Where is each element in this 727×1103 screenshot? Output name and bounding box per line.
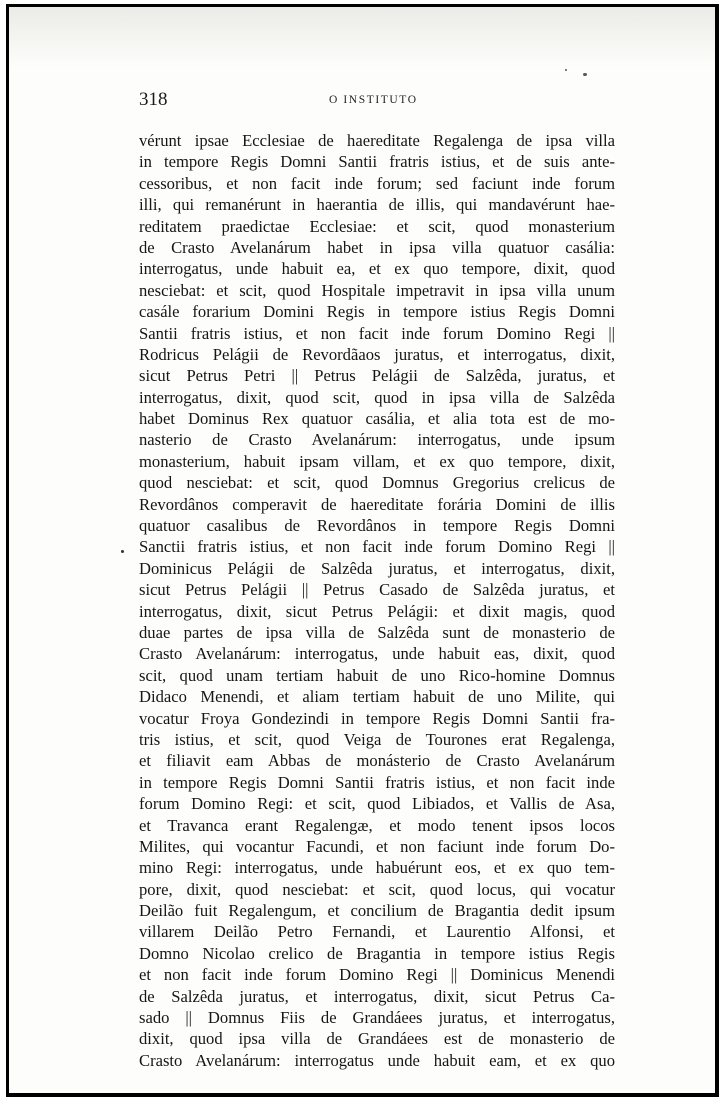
ink-speck xyxy=(565,69,567,71)
text-line: nasterio de Crasto Avelanárum: interrogatus, unde ipsum xyxy=(139,430,615,450)
text-line: cessoribus, et non facit inde forum; sed faciunt inde forum xyxy=(139,173,615,193)
text-line: dixit, quod ipsa villa de Grandáees est de monasterio de xyxy=(139,1029,615,1049)
text-line: monasterium, habuit ipsam villam, et ex quo tempore, dixit, xyxy=(139,451,615,471)
text-line: de Salzêda juratus, et interrogatus, dixit, sicut Petrus Ca- xyxy=(139,986,615,1006)
text-line: Didaco Menendi, et aliam tertiam habuit de uno Milite, qui xyxy=(139,687,615,707)
text-line: habet Dominus Rex quatuor casália, et alia tota est de mo- xyxy=(139,409,615,429)
margin-mark xyxy=(121,550,124,553)
text-line: reditatem praedictae Ecclesiae: et scit, quod monasterium xyxy=(139,216,615,236)
book-page xyxy=(6,4,719,1097)
text-line: vocatur Froya Gondezindi in tempore Regis Domni Santii fra- xyxy=(139,708,615,728)
text-line: duae partes de ipsa villa de Salzêda sunt de monasterio de xyxy=(139,622,615,642)
text-line: mino Regi: interrogatus, unde habuérunt eos, et ex quo tem- xyxy=(139,858,615,878)
text-line: vérunt ipsae Ecclesiae de haereditate Regalenga de ipsa villa xyxy=(139,131,615,150)
text-line: illi, qui remanérunt in haerantia de illis, qui mandavérunt hae- xyxy=(139,195,615,215)
text-line: sicut Petrus Petri || Petrus Pelágii de Salzêda, juratus, et xyxy=(139,366,615,386)
ink-speck xyxy=(583,73,587,76)
text-line: Dominicus Pelágii de Salzêda juratus, et interrogatus, dixit, xyxy=(139,558,615,578)
text-line: Santii fratris istius, et non facit inde forum Domino Regi || xyxy=(139,323,615,343)
text-line: et Travanca erant Regalengæ, et modo tenent ipsos locos xyxy=(139,815,615,835)
text-line: nesciebat: et scit, quod Hospitale impetravit in ipsa villa unum xyxy=(139,280,615,300)
text-line: quatuor casalibus de Revordânos in tempore Regis Domni xyxy=(139,516,615,536)
text-line: sicut Petrus Pelágii || Petrus Casado de Salzêda juratus, et xyxy=(139,580,615,600)
text-line: scit, quod unam tertiam habuit de uno Rico-homine Domnus xyxy=(139,665,615,685)
text-line: Domno Nicolao crelico de Bragantia in tempore istius Regis xyxy=(139,943,615,963)
text-line: villarem Deilão Petro Fernandi, et Laurentio Alfonsi, et xyxy=(139,922,615,942)
text-line: Crasto Avelanárum: interrogatus, unde habuit eas, dixit, quod xyxy=(139,644,615,664)
text-line: quod nesciebat: et scit, quod Domnus Gregorius crelicus de xyxy=(139,473,615,493)
text-line: Crasto Avelanárum: interrogatus unde habuit eam, et ex quo xyxy=(139,1050,615,1070)
text-line: casále forarium Domini Regis in tempore istius Regis Domni xyxy=(139,302,615,322)
page-number: 318 xyxy=(139,89,168,110)
text-line: de Crasto Avelanárum habet in ipsa villa quatuor casália: xyxy=(139,237,615,257)
text-line: Sanctii fratris istius, et non facit inde forum Domino Regi || xyxy=(139,537,615,557)
text-line: tris istius, et scit, quod Veiga de Tourones erat Regalenga, xyxy=(139,729,615,749)
text-line: Rodricus Pelágii de Revordãaos juratus, et interrogatus, dixit, xyxy=(139,344,615,364)
text-line: interrogatus, dixit, sicut Petrus Pelágii: et dixit magis, quod xyxy=(139,601,615,621)
text-line: in tempore Regis Domni Santii fratris istius, et non facit inde xyxy=(139,772,615,792)
text-line: Milites, qui vocantur Facundi, et non faciunt inde forum Do- xyxy=(139,836,615,856)
text-line: forum Domino Regi: et scit, quod Libiados, et Vallis de Asa, xyxy=(139,794,615,814)
text-line: Revordânos comperavit de haereditate forária Domini de illis xyxy=(139,494,615,514)
text-line: in tempore Regis Domni Santii fratris istius, et de suis ante- xyxy=(139,152,615,172)
text-line: et non facit inde forum Domino Regi || Dominicus Menendi xyxy=(139,965,615,985)
text-line: interrogatus, dixit, quod scit, quod in ipsa villa de Salzêda xyxy=(139,387,615,407)
body-text xyxy=(139,130,615,1071)
text-line: interrogatus, unde habuit ea, et ex quo tempore, dixit, quod xyxy=(139,259,615,279)
text-line: et filiavit eam Abbas de monásterio de Crasto Avelanárum xyxy=(139,751,615,771)
running-head: O INSTITUTO xyxy=(329,94,418,106)
text-line: Deilão fuit Regalengum, et concilium de Bragantia dedit ipsum xyxy=(139,901,615,921)
text-line: pore, dixit, quod nesciebat: et scit, quod locus, qui vocatur xyxy=(139,879,615,899)
text-line: sado || Domnus Fiis de Grandáees juratus, et interrogatus, xyxy=(139,1008,615,1028)
page-header xyxy=(139,89,619,113)
scan-shadow xyxy=(9,7,715,67)
